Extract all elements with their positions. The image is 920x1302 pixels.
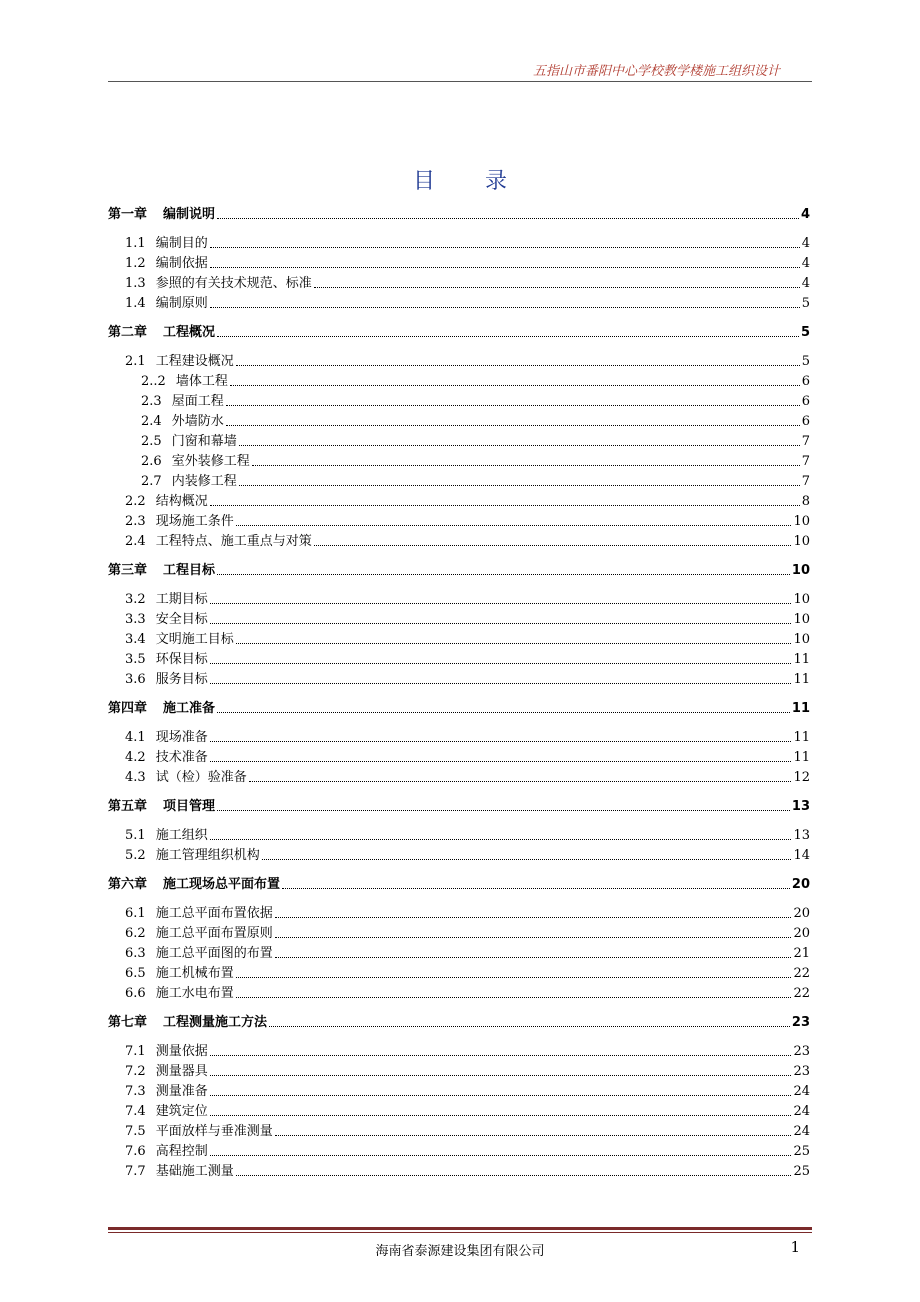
toc-entry-number: 3.6 (125, 672, 146, 687)
toc-entry-text: 施工现场总平面布置 (163, 877, 281, 892)
toc-entry-page: 6 (801, 374, 810, 389)
toc-section-entry[interactable] (108, 452, 810, 472)
toc-entry-text: 测量器具 (155, 1064, 208, 1079)
toc-entry-page: 14 (793, 848, 810, 863)
toc-leader-dots (210, 683, 792, 684)
toc-chapter-entry[interactable] (108, 1013, 810, 1033)
toc-leader-dots (275, 957, 792, 958)
toc-entry-text: 建筑定位 (155, 1104, 208, 1119)
toc-section-entry[interactable] (108, 964, 810, 984)
toc-leader-dots (210, 247, 800, 248)
toc-entry-number: 7.7 (125, 1164, 146, 1179)
toc-entry-page: 25 (793, 1164, 810, 1179)
toc-section-entry[interactable] (108, 1062, 810, 1082)
toc-entry-number: 2.3 (141, 394, 162, 409)
toc-entry-text: 施工准备 (163, 701, 216, 716)
toc-leader-dots (239, 445, 800, 446)
toc-entry-text: 工程目标 (163, 563, 216, 578)
toc-entry-text: 安全目标 (155, 612, 208, 627)
toc-entry-page: 24 (793, 1124, 810, 1139)
page-number: 1 (790, 1238, 800, 1256)
toc-section-entry[interactable] (108, 728, 810, 748)
toc-entry-page: 5 (800, 325, 810, 340)
toc-entry-text: 施工总平面布置原则 (155, 926, 273, 941)
toc-entry-text: 门窗和幕墙 (171, 434, 237, 449)
toc-chapter-entry[interactable] (108, 561, 810, 581)
toc-entry-page: 23 (793, 1044, 810, 1059)
toc-leader-dots (210, 1115, 792, 1116)
toc-leader-dots (210, 1055, 792, 1056)
toc-entry-number: 第五章 (108, 799, 148, 814)
toc-entry-text: 室外装修工程 (171, 454, 250, 469)
toc-section-entry[interactable] (108, 670, 810, 690)
toc-section-entry[interactable] (108, 826, 810, 846)
toc-entry-page: 12 (793, 770, 810, 785)
toc-entry-number: 1.1 (125, 236, 146, 251)
toc-entry-number: 2.4 (141, 414, 162, 429)
toc-entry-text: 编制目的 (155, 236, 208, 251)
toc-entry-text: 项目管理 (163, 799, 216, 814)
toc-section-entry[interactable] (108, 984, 810, 1004)
toc-leader-dots (236, 365, 800, 366)
toc-section-entry[interactable] (108, 532, 810, 552)
toc-entry-text: 工期目标 (155, 592, 208, 607)
toc-entry-page: 6 (801, 414, 810, 429)
footer-divider-thin (108, 1232, 812, 1233)
toc-entry-text: 测量依据 (155, 1044, 208, 1059)
toc-entry-text: 现场施工条件 (155, 514, 234, 529)
toc-entry-page: 13 (791, 799, 810, 814)
toc-entry-text: 文明施工目标 (155, 632, 234, 647)
toc-entry-page: 5 (801, 354, 810, 369)
toc-section-entry[interactable] (108, 392, 810, 412)
toc-entry-number: 4.3 (125, 770, 146, 785)
toc-entry-number: 第四章 (108, 701, 148, 716)
toc-entry-number: 2.7 (141, 474, 162, 489)
toc-entry-page: 10 (793, 534, 810, 549)
toc-entry-number: 7.2 (125, 1064, 146, 1079)
toc-entry-text: 高程控制 (155, 1144, 208, 1159)
toc-section-entry[interactable] (108, 1042, 810, 1062)
toc-entry-page: 24 (793, 1104, 810, 1119)
toc-section-entry[interactable] (108, 432, 810, 452)
toc-entry-number: 2.2 (125, 494, 146, 509)
toc-entry-page: 25 (793, 1144, 810, 1159)
toc-entry-page: 20 (793, 906, 810, 921)
toc-entry-page: 7 (801, 474, 810, 489)
toc-section-entry[interactable] (108, 1082, 810, 1102)
toc-entry-page: 23 (793, 1064, 810, 1079)
toc-section-entry[interactable] (108, 472, 810, 492)
footer-divider-thick (108, 1227, 812, 1230)
toc-section-entry[interactable] (108, 512, 810, 532)
toc-entry-page: 20 (791, 877, 810, 892)
toc-section-entry[interactable] (108, 590, 810, 610)
toc-entry-page: 11 (793, 730, 810, 745)
toc-leader-dots (252, 465, 800, 466)
toc-entry-text: 屋面工程 (171, 394, 224, 409)
toc-entry-number: 1.2 (125, 256, 146, 271)
toc-entry-number: 第七章 (108, 1015, 148, 1030)
toc-entry-number: 2..2 (141, 374, 166, 389)
toc-entry-page: 11 (791, 701, 810, 716)
toc-entry-number: 6.1 (125, 906, 146, 921)
toc-entry-text: 试（检）验准备 (155, 770, 247, 785)
toc-entry-page: 11 (793, 652, 810, 667)
toc-leader-dots (236, 977, 792, 978)
toc-section-entry[interactable] (108, 610, 810, 630)
toc-section-entry[interactable] (108, 492, 810, 512)
toc-section-entry[interactable] (108, 352, 810, 372)
toc-leader-dots (236, 997, 792, 998)
toc-entry-text: 施工组织 (155, 828, 208, 843)
toc-entry-page: 5 (801, 296, 810, 311)
toc-entry-number: 2.4 (125, 534, 146, 549)
toc-leader-dots (217, 712, 790, 713)
toc-entry-page: 24 (793, 1084, 810, 1099)
toc-chapter-entry[interactable] (108, 797, 810, 817)
toc-entry-number: 2.1 (125, 354, 146, 369)
toc-leader-dots (210, 761, 792, 762)
toc-leader-dots (249, 781, 792, 782)
toc-entry-text: 内装修工程 (171, 474, 237, 489)
toc-entry-page: 11 (793, 672, 810, 687)
toc-leader-dots (226, 405, 800, 406)
toc-section-entry[interactable] (108, 904, 810, 924)
toc-entry-page: 23 (791, 1015, 810, 1030)
toc-section-entry[interactable] (108, 234, 810, 254)
toc-leader-dots (210, 839, 792, 840)
toc-entry-page: 22 (793, 966, 810, 981)
toc-leader-dots (314, 287, 800, 288)
toc-leader-dots (269, 1026, 790, 1027)
toc-leader-dots (236, 1175, 792, 1176)
toc-entry-number: 7.5 (125, 1124, 146, 1139)
toc-entry-number: 4.1 (125, 730, 146, 745)
toc-entry-number: 2.6 (141, 454, 162, 469)
toc-section-entry[interactable] (108, 944, 810, 964)
toc-section-entry[interactable] (108, 768, 810, 788)
toc-entry-text: 施工机械布置 (155, 966, 234, 981)
toc-leader-dots (210, 741, 792, 742)
toc-entry-number: 3.2 (125, 592, 146, 607)
toc-entry-text: 基础施工测量 (155, 1164, 234, 1179)
toc-entry-text: 工程概况 (163, 325, 216, 340)
toc-entry-page: 10 (793, 612, 810, 627)
toc-leader-dots (210, 663, 792, 664)
toc-entry-page: 7 (801, 454, 810, 469)
toc-entry-page: 10 (791, 563, 810, 578)
toc-entry-number: 3.4 (125, 632, 146, 647)
toc-entry-page: 10 (793, 514, 810, 529)
toc-section-entry[interactable] (108, 1142, 810, 1162)
toc-entry-page: 4 (801, 236, 810, 251)
toc-leader-dots (210, 623, 792, 624)
toc-section-entry[interactable] (108, 924, 810, 944)
toc-entry-number: 第六章 (108, 877, 148, 892)
toc-entry-page: 7 (801, 434, 810, 449)
toc-leader-dots (314, 545, 792, 546)
toc-leader-dots (275, 1135, 792, 1136)
toc-entry-text: 现场准备 (155, 730, 208, 745)
toc-entry-page: 20 (793, 926, 810, 941)
toc-leader-dots (230, 385, 800, 386)
toc-leader-dots (217, 336, 799, 337)
toc-entry-number: 5.1 (125, 828, 146, 843)
toc-entry-text: 墙体工程 (175, 374, 228, 389)
toc-section-entry[interactable] (108, 412, 810, 432)
toc-leader-dots (217, 218, 799, 219)
header-divider (108, 81, 812, 82)
toc-entry-number: 2.3 (125, 514, 146, 529)
toc-entry-text: 环保目标 (155, 652, 208, 667)
toc-entry-number: 1.3 (125, 276, 146, 291)
toc-leader-dots (210, 1155, 792, 1156)
toc-entry-page: 4 (800, 207, 810, 222)
toc-entry-number: 第一章 (108, 207, 148, 222)
toc-chapter-entry[interactable] (108, 323, 810, 343)
toc-entry-number: 7.6 (125, 1144, 146, 1159)
toc-entry-page: 10 (793, 632, 810, 647)
toc-entry-text: 平面放样与垂准测量 (155, 1124, 273, 1139)
toc-entry-text: 结构概况 (155, 494, 208, 509)
toc-leader-dots (210, 603, 792, 604)
toc-entry-number: 6.3 (125, 946, 146, 961)
toc-leader-dots (275, 917, 792, 918)
toc-entry-number: 4.2 (125, 750, 146, 765)
toc-section-entry[interactable] (108, 372, 810, 392)
toc-entry-number: 1.4 (125, 296, 146, 311)
toc-leader-dots (210, 267, 800, 268)
toc-leader-dots (282, 888, 790, 889)
toc-section-entry[interactable] (108, 748, 810, 768)
toc-entry-number: 7.3 (125, 1084, 146, 1099)
toc-entry-text: 技术准备 (155, 750, 208, 765)
toc-entry-page: 13 (793, 828, 810, 843)
toc-entry-page: 11 (793, 750, 810, 765)
toc-entry-text: 施工水电布置 (155, 986, 234, 1001)
toc-leader-dots (210, 505, 800, 506)
toc-section-entry[interactable] (108, 630, 810, 650)
toc-leader-dots (210, 1075, 792, 1076)
toc-entry-number: 第二章 (108, 325, 148, 340)
toc-section-entry[interactable] (108, 274, 810, 294)
toc-leader-dots (236, 643, 792, 644)
toc-entry-text: 测量准备 (155, 1084, 208, 1099)
toc-entry-text: 工程特点、施工重点与对策 (155, 534, 312, 549)
toc-section-entry[interactable] (108, 650, 810, 670)
toc-leader-dots (217, 574, 790, 575)
toc-entry-number: 7.4 (125, 1104, 146, 1119)
toc-chapter-entry[interactable] (108, 875, 810, 895)
toc-entry-number: 3.3 (125, 612, 146, 627)
toc-entry-page: 4 (801, 256, 810, 271)
toc-leader-dots (239, 485, 800, 486)
toc-leader-dots (210, 307, 800, 308)
toc-entry-text: 编制依据 (155, 256, 208, 271)
toc-leader-dots (262, 859, 792, 860)
toc-entry-number: 7.1 (125, 1044, 146, 1059)
toc-entry-page: 10 (793, 592, 810, 607)
toc-entry-text: 施工总平面布置依据 (155, 906, 273, 921)
toc-entry-number: 6.2 (125, 926, 146, 941)
toc-entry-page: 22 (793, 986, 810, 1001)
toc-entry-page: 21 (793, 946, 810, 961)
toc-entry-text: 施工管理组织机构 (155, 848, 260, 863)
toc-section-entry[interactable] (108, 1122, 810, 1142)
toc-chapter-entry[interactable] (108, 205, 810, 225)
toc-leader-dots (217, 810, 790, 811)
toc-entry-number: 第三章 (108, 563, 148, 578)
toc-chapter-entry[interactable] (108, 699, 810, 719)
toc-entry-text: 服务目标 (155, 672, 208, 687)
toc-entry-text: 工程建设概况 (155, 354, 234, 369)
toc-entry-text: 参照的有关技术规范、标准 (155, 276, 312, 291)
toc-section-entry[interactable] (108, 254, 810, 274)
toc-entry-number: 6.5 (125, 966, 146, 981)
toc-section-entry[interactable] (108, 846, 810, 866)
toc-entry-text: 外墙防水 (171, 414, 224, 429)
toc-leader-dots (236, 525, 792, 526)
toc-entry-text: 编制原则 (155, 296, 208, 311)
toc-entry-number: 3.5 (125, 652, 146, 667)
toc-section-entry[interactable] (108, 1102, 810, 1122)
running-header-title: 五指山市番阳中心学校教学楼施工组织设计 (532, 64, 780, 79)
toc-leader-dots (226, 425, 800, 426)
table-of-contents (108, 205, 810, 1182)
toc-entry-number: 5.2 (125, 848, 146, 863)
toc-section-entry[interactable] (108, 1162, 810, 1182)
toc-entry-page: 4 (801, 276, 810, 291)
footer-company-name: 海南省泰源建设集团有限公司 (375, 1244, 545, 1259)
toc-title: 目录 (412, 169, 557, 194)
toc-entry-page: 8 (801, 494, 810, 509)
toc-entry-number: 2.5 (141, 434, 162, 449)
toc-entry-text: 工程测量施工方法 (163, 1015, 268, 1030)
toc-entry-text: 编制说明 (163, 207, 216, 222)
toc-entry-number: 6.6 (125, 986, 146, 1001)
toc-leader-dots (210, 1095, 792, 1096)
toc-leader-dots (275, 937, 792, 938)
toc-entry-page: 6 (801, 394, 810, 409)
toc-entry-text: 施工总平面图的布置 (155, 946, 273, 961)
toc-section-entry[interactable] (108, 294, 810, 314)
